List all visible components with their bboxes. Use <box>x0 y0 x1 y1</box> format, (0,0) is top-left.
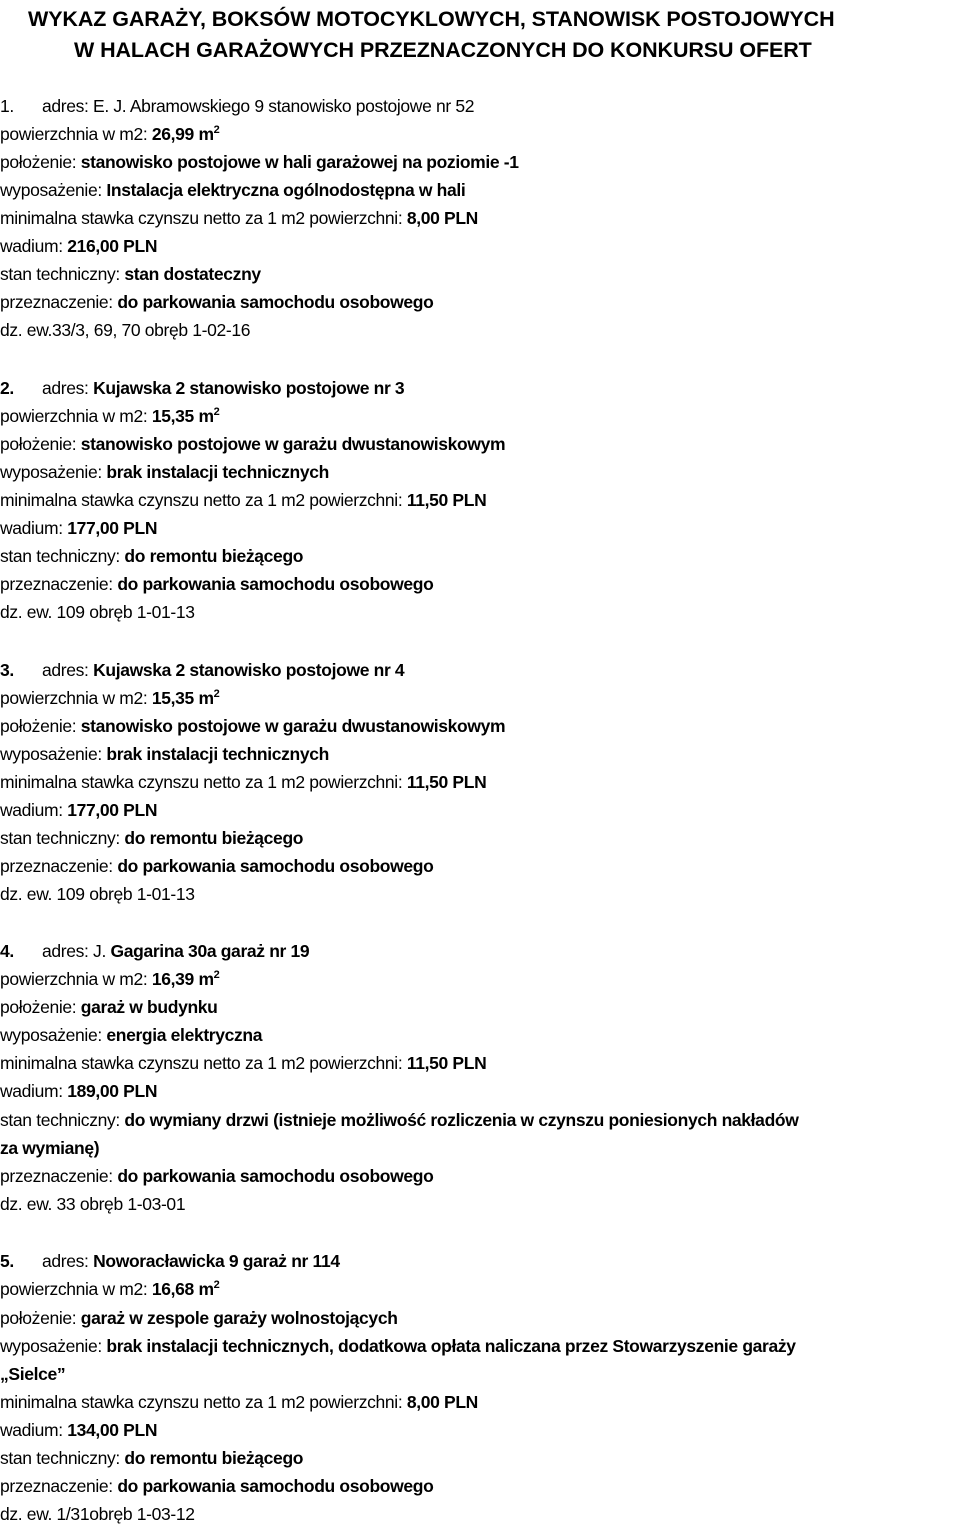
item-5-area: powierzchnia w m2: 16,68 $m^2$ <box>0 1279 220 1299</box>
item-2-deposit: wadium: 177,00 PLN <box>0 518 158 538</box>
item-2-plot: dz. ew. 109 obręb 1-01-13 <box>0 602 195 622</box>
item-3-purpose: przeznaczenie: do parkowania samochodu osobowego <box>0 856 434 876</box>
document-title <box>28 4 958 66</box>
item-3-condition: stan techniczny: do remontu bieżącego <box>0 828 304 848</box>
item-3-rate: minimalna stawka czynszu netto za 1 m2 powierzchni: 11,50 PLN <box>0 772 487 792</box>
item-4-condition: stan techniczny: do wymiany drzwi (istnieje możliwość rozliczenia w czynszu poniesionych nakładów <box>0 1110 799 1130</box>
item-1-condition: stan techniczny: stan dostateczny <box>0 264 261 284</box>
item-3-location: położenie: stanowisko postojowe w garażu dwustanowiskowym <box>0 716 506 736</box>
item-5-location: położenie: garaż w zespole garaży wolnostojących <box>0 1308 398 1328</box>
item-1-equipment: wyposażenie: Instalacja elektryczna ogólnodostępna w hali <box>0 180 466 200</box>
item-4-deposit: wadium: 189,00 PLN <box>0 1081 158 1101</box>
item-2-location: położenie: stanowisko postojowe w garażu dwustanowiskowym <box>0 434 506 454</box>
item-5-address: 5. adres: Noworacławicka 9 garaż nr 114 <box>0 1251 340 1271</box>
item-4-purpose: przeznaczenie: do parkowania samochodu osobowego <box>0 1166 434 1186</box>
item-4-location: położenie: garaż w budynku <box>0 997 218 1017</box>
item-4-rate: minimalna stawka czynszu netto za 1 m2 powierzchni: 11,50 PLN <box>0 1053 487 1073</box>
item-5-equipment: wyposażenie: brak instalacji technicznych, dodatkowa opłata naliczana przez Stowarzyszenie garaży <box>0 1336 796 1356</box>
item-2-rate: minimalna stawka czynszu netto za 1 m2 powierzchni: 11,50 PLN <box>0 490 487 510</box>
item-1-plot: dz. ew.33/3, 69, 70 obręb 1-02-16 <box>0 320 251 340</box>
item-5-plot: dz. ew. 1/31obręb 1-03-12 <box>0 1504 195 1524</box>
item-5-deposit: wadium: 134,00 PLN <box>0 1420 158 1440</box>
item-1-purpose: przeznaczenie: do parkowania samochodu osobowego <box>0 292 434 312</box>
title-line-2: W HALACH GARAŻOWYCH PRZEZNACZONYCH DO KONKURSU OFERT <box>74 38 812 62</box>
item-2-condition: stan techniczny: do remontu bieżącego <box>0 546 304 566</box>
item-5-rate: minimalna stawka czynszu netto za 1 m2 powierzchni: 8,00 PLN <box>0 1392 478 1412</box>
item-3-plot: dz. ew. 109 obręb 1-01-13 <box>0 884 195 904</box>
item-5-condition: stan techniczny: do remontu bieżącego <box>0 1448 304 1468</box>
item-3-area: powierzchnia w m2: 15,35 $m^2$ <box>0 688 220 708</box>
item-5-purpose: przeznaczenie: do parkowania samochodu osobowego <box>0 1476 434 1496</box>
item-1-deposit: wadium: 216,00 PLN <box>0 236 158 256</box>
item-2-purpose: przeznaczenie: do parkowania samochodu osobowego <box>0 574 434 594</box>
title-line-1: WYKAZ GARAŻY, BOKSÓW MOTOCYKLOWYCH, STANOWISK POSTOJOWYCH <box>28 7 835 31</box>
item-4-equipment: wyposażenie: energia elektryczna <box>0 1025 263 1045</box>
item-3-equipment: wyposażenie: brak instalacji technicznych <box>0 744 330 764</box>
item-4-area: powierzchnia w m2: 16,39 $m^2$ <box>0 969 220 989</box>
item-3-address: 3. adres: Kujawska 2 stanowisko postojowe nr 4 <box>0 660 405 680</box>
item-1-address: 1. adres: E. J. Abramowskiego 9 stanowisko postojowe nr 52 <box>0 96 475 116</box>
item-5-equipment-cont: „Sielce” <box>0 1364 66 1384</box>
item-1-rate: minimalna stawka czynszu netto za 1 m2 powierzchni: 8,00 PLN <box>0 208 478 228</box>
item-1-location: położenie: stanowisko postojowe w hali garażowej na poziomie -1 <box>0 152 519 172</box>
item-3-deposit: wadium: 177,00 PLN <box>0 800 158 820</box>
item-2-address: 2. adres: Kujawska 2 stanowisko postojowe nr 3 <box>0 378 405 398</box>
item-2-area: powierzchnia w m2: 15,35 $m^2$ <box>0 406 220 426</box>
item-1-area: powierzchnia w m2: 26,99 $m^2$ <box>0 124 220 144</box>
item-4-address: 4. adres: J. Gagarina 30a garaż nr 19 <box>0 941 310 961</box>
item-4-condition-cont: za wymianę) <box>0 1138 100 1158</box>
item-2-equipment: wyposażenie: brak instalacji technicznych <box>0 462 330 482</box>
item-4-plot: dz. ew. 33 obręb 1-03-01 <box>0 1194 186 1214</box>
